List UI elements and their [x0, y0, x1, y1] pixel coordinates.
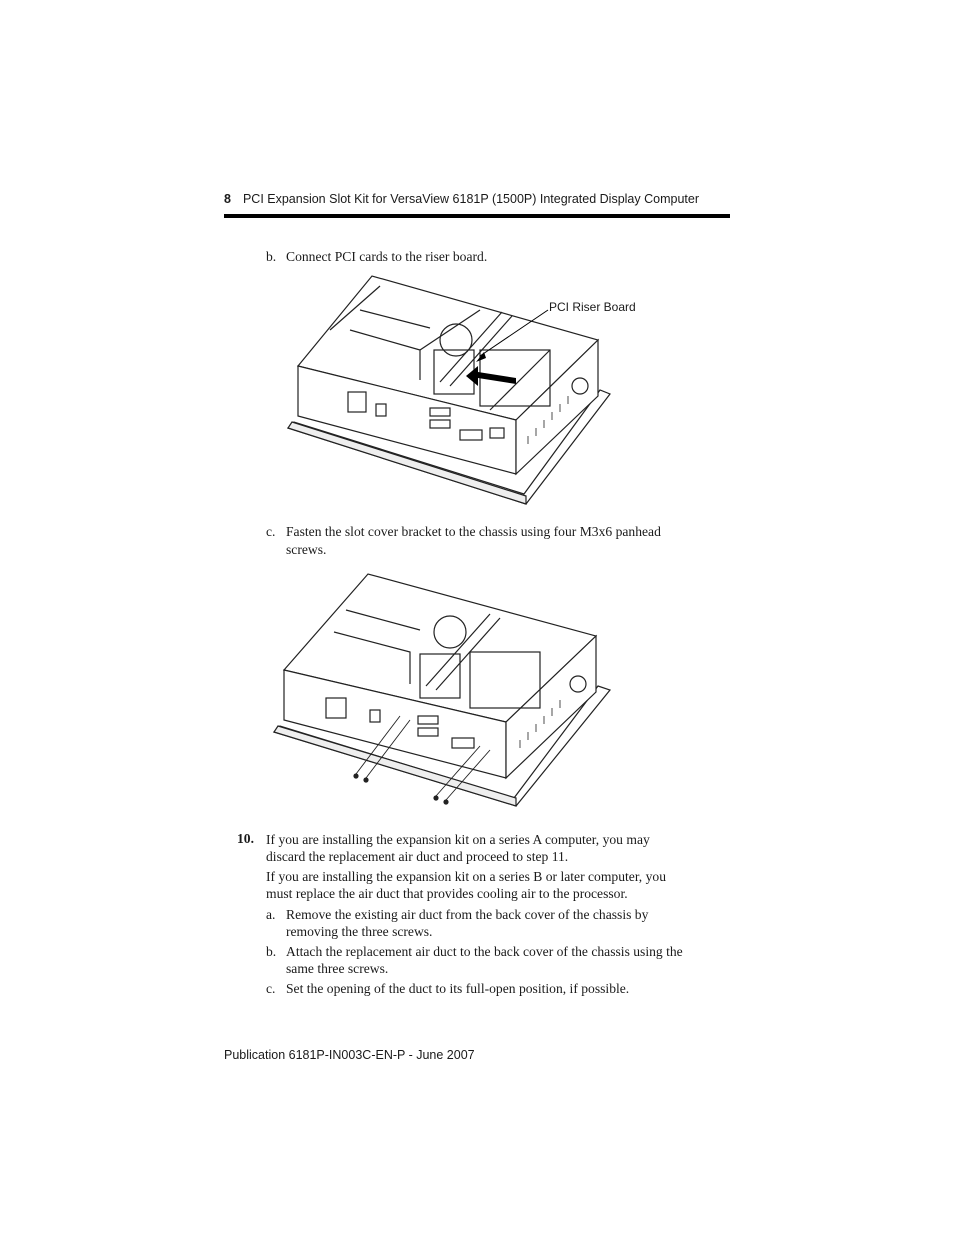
substep-b-marker: b.	[266, 944, 277, 959]
substep-a-line2: removing the three screws.	[286, 924, 433, 939]
callout-pci-riser-board: PCI Riser Board	[549, 300, 636, 314]
step-10-number: 10.	[237, 831, 254, 846]
header-title: PCI Expansion Slot Kit for VersaView 6181P (1500P) Integrated Display Computer	[242, 192, 699, 206]
header-rule	[224, 214, 730, 218]
substep-c-line1: Set the opening of the duct to its full-open position, if possible.	[286, 981, 630, 996]
substep-b-line1: Attach the replacement air duct to the back cover of the chassis using the	[286, 944, 683, 959]
page-number: 8	[224, 192, 231, 206]
step-b-marker: b.	[266, 249, 277, 264]
step-b-text: Connect PCI cards to the riser board.	[286, 249, 488, 264]
substep-a-line1: Remove the existing air duct from the back cover of the chassis by	[286, 907, 649, 922]
step-10-para1-line1: If you are installing the expansion kit on a series A computer, you may	[266, 832, 650, 847]
step-10-para2-line1: If you are installing the expansion kit on a series B or later computer, you	[266, 869, 666, 884]
step-10-para2-line2: must replace the air duct that provides cooling air to the processor.	[266, 886, 628, 901]
substep-c-marker: c.	[266, 981, 276, 996]
step-c-line1: Fasten the slot cover bracket to the chassis using four M3x6 panhead	[286, 524, 661, 539]
publication-footer: Publication 6181P-IN003C-EN-P - June 2007	[224, 1048, 475, 1062]
step-10-para1-line2: discard the replacement air duct and proceed to step 11.	[266, 849, 569, 864]
running-header	[224, 192, 699, 206]
substep-b-line2: same three screws.	[286, 961, 389, 976]
step-c-line2: screws.	[286, 542, 327, 557]
step-c-marker: c.	[266, 524, 276, 539]
substep-a-marker: a.	[266, 907, 276, 922]
figure-slot-cover-bracket	[270, 570, 616, 810]
